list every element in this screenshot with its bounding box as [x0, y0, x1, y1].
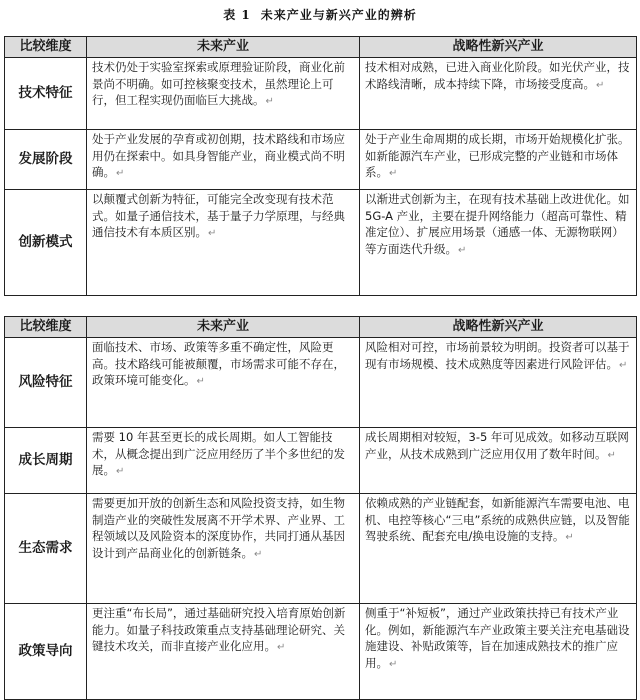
emerging-industry-cell: [360, 494, 637, 604]
row-dimension-text: 技术特征: [18, 85, 73, 102]
table-title: 未来产业与新兴产业的辨析: [260, 8, 417, 22]
return-mark-icon: ↵: [116, 168, 125, 180]
emerging-industry-cell: [360, 604, 637, 700]
table-row: [5, 338, 637, 428]
table-caption: [0, 6, 640, 23]
future-industry-cell: [87, 190, 360, 296]
header-dimension: 比较维度: [5, 317, 87, 338]
table-row: [5, 130, 637, 190]
table-row: [5, 428, 637, 494]
row-dimension: [5, 190, 87, 296]
emerging-industry-cell: [360, 58, 637, 130]
emerging-industry-cell: [360, 428, 637, 494]
future-industry-cell: [87, 604, 360, 700]
header-emerging-industry: 战略性新兴产业: [360, 37, 637, 58]
emerging-industry-cell-text: 技术相对成熟，已进入商业化阶段。如光伏产业，技术路线清晰，成本持续下降，市场接受度高。: [365, 60, 630, 91]
emerging-industry-cell-text: 依赖成熟的产业链配套，如新能源汽车需要电池、电机、电控等核心“三电”系统的成熟供应链，以及智能驾驶系统、配套充电/换电设施的支持。: [365, 496, 630, 544]
future-industry-cell: [87, 428, 360, 494]
header-future-industry: 未来产业: [87, 317, 360, 338]
future-industry-cell-text: 处于产业发展的孕育或初创期，技术路线和市场应用仍在探索中。如具身智能产业，商业模式尚不明确。: [92, 132, 345, 180]
table-row: [5, 58, 637, 130]
header-future-industry: 未来产业: [87, 37, 360, 58]
row-dimension: [5, 130, 87, 190]
row-dimension-text: 政策导向: [18, 643, 73, 660]
return-mark-icon: ↵: [196, 376, 205, 388]
emerging-industry-cell-text: 以渐进式创新为主，在现有技术基础上改进优化。如 5G-A 产业，主要在提升网络能力（超高可靠性、精准定位）、扩展应用场景（通感一体、无源物联网）等方面迭代升级。: [365, 192, 630, 256]
table-row: [5, 494, 637, 604]
future-industry-cell: [87, 494, 360, 604]
return-mark-icon: ↵: [277, 642, 286, 654]
emerging-industry-cell: [360, 338, 637, 428]
return-mark-icon: ↵: [458, 244, 467, 256]
row-dimension: [5, 604, 87, 700]
return-mark-icon: ↵: [389, 168, 398, 180]
table-header-row: [5, 317, 637, 338]
future-industry-cell-text: 以颠覆式创新为特征，可能完全改变现有技术范式。如量子通信技术，基于量子力学原理，与经典通信技术有本质区别。: [92, 192, 345, 240]
future-industry-cell-text: 技术仍处于实验室探索或原理验证阶段，商业化前景尚不明确。如可控核聚变技术，虽然理论上可行，但工程实现仍面临巨大挑战。: [92, 60, 345, 108]
return-mark-icon: ↵: [265, 96, 274, 108]
row-dimension: [5, 494, 87, 604]
row-dimension: [5, 338, 87, 428]
future-industry-cell-text: 面临技术、市场、政策等多重不确定性，风险更高。技术路线可能被颠覆，市场需求可能不存在，政策环境可能变化。: [92, 340, 345, 388]
emerging-industry-cell: [360, 190, 637, 296]
emerging-industry-cell-text: 风险相对可控，市场前景较为明朗。投资者可以基于现有市场规模、技术成熟度等因素进行风险评估。: [365, 340, 630, 371]
future-industry-cell-text: 需要 10 年甚至更长的成长周期。如人工智能技术，从概念提出到广泛应用经历了半个多世纪的发展。: [92, 430, 345, 478]
return-mark-icon: ↵: [619, 359, 628, 371]
table-row: [5, 190, 637, 296]
row-dimension-text: 创新模式: [18, 234, 73, 251]
return-mark-icon: ↵: [389, 658, 398, 670]
emerging-industry-cell: [360, 130, 637, 190]
future-industry-cell-text: 更注重“布长局”，通过基础研究投入培育原始创新能力。如量子科技政策重点支持基础理论研究、关键技术攻关，而非直接产业化应用。: [92, 606, 346, 654]
emerging-industry-cell-text: 成长周期相对较短，3-5 年可见成效。如移动互联网产业，从技术成熟到广泛应用仅用了数年时间。: [365, 430, 629, 461]
comparison-table-part-1: [4, 36, 637, 296]
future-industry-cell: [87, 130, 360, 190]
row-dimension-text: 风险特征: [18, 374, 73, 391]
comparison-table-part-2: [4, 316, 637, 700]
return-mark-icon: ↵: [254, 548, 263, 560]
header-emerging-industry: 战略性新兴产业: [360, 317, 637, 338]
future-industry-cell-text: 需要更加开放的创新生态和风险投资支持，如生物制造产业的突破性发展离不开学术界、产业界、工程领域以及风险资本的深度协作，共同打通从基因设计到产品商业化的创新链条。: [92, 496, 345, 560]
table-header-row: [5, 37, 637, 58]
header-dimension: 比较维度: [5, 37, 87, 58]
return-mark-icon: ↵: [596, 79, 605, 91]
row-dimension: [5, 58, 87, 130]
emerging-industry-cell-text: 处于产业生命周期的成长期，市场开始规模化扩张。如新能源汽车产业，已形成完整的产业链和市场体系。: [365, 132, 630, 180]
row-dimension-text: 发展阶段: [18, 151, 73, 168]
table-number: 表 1: [223, 8, 251, 22]
return-mark-icon: ↵: [565, 532, 574, 544]
future-industry-cell: [87, 338, 360, 428]
return-mark-icon: ↵: [208, 228, 217, 240]
row-dimension-text: 生态需求: [18, 540, 73, 557]
return-mark-icon: ↵: [116, 466, 125, 478]
table-row: [5, 604, 637, 700]
return-mark-icon: ↵: [607, 449, 616, 461]
row-dimension: [5, 428, 87, 494]
emerging-industry-cell-text: 侧重于“补短板”，通过产业政策扶持已有技术产业化。例如，新能源汽车产业政策主要关注充电基础设施建设、补贴政策等，旨在加速成熟技术的推广应用。: [365, 606, 630, 670]
row-dimension-text: 成长周期: [18, 452, 73, 469]
future-industry-cell: [87, 58, 360, 130]
